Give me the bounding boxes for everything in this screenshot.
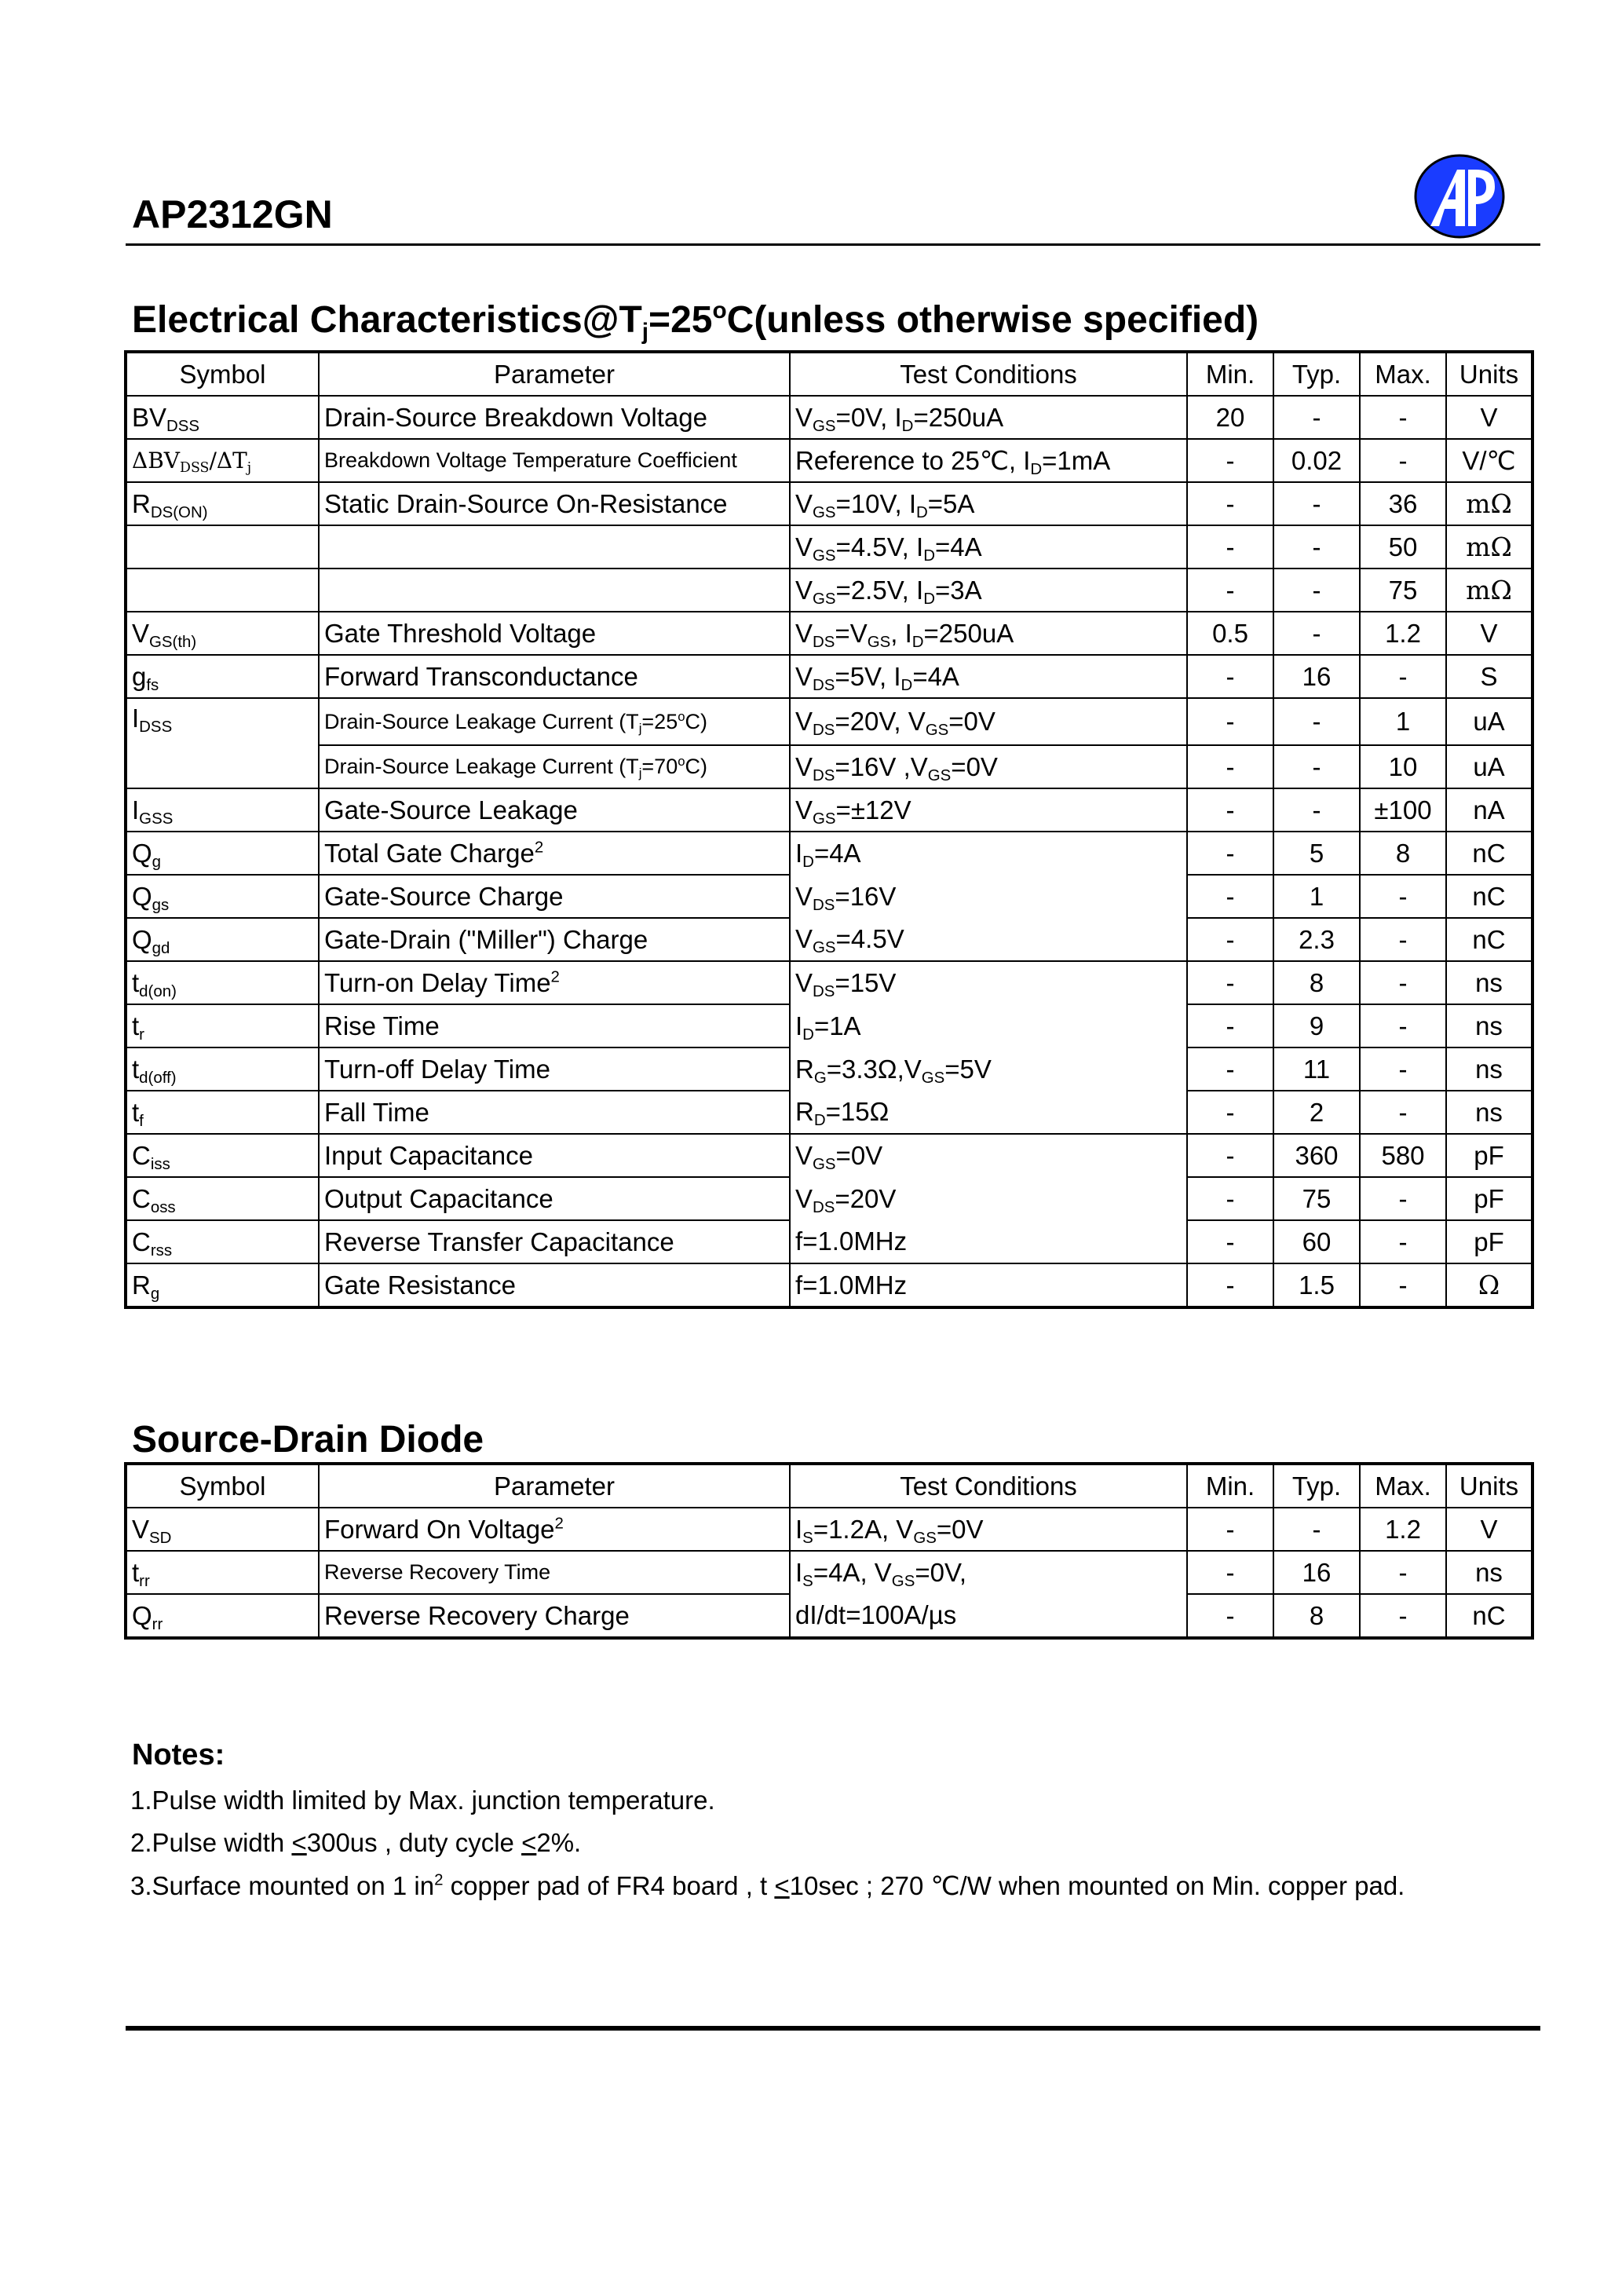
conditions-cell: $V_{GS}=0V$ — [790, 1134, 1187, 1177]
table-row — [126, 1508, 1532, 1551]
typ-cell: 0.02 — [1273, 439, 1360, 482]
units-cell: ns — [1446, 961, 1532, 1004]
symbol-cell: $V_{SD}$ — [126, 1508, 319, 1551]
symbol-cell: $t_{d(off)}$ — [126, 1047, 319, 1091]
footer-divider — [126, 2026, 1540, 2031]
symbol-cell — [126, 745, 319, 788]
conditions-cell: $V_{GS}=\pm 12V$ — [790, 788, 1187, 832]
max-cell: - — [1360, 1551, 1446, 1594]
units-cell: V — [1446, 1508, 1532, 1551]
table-row — [126, 525, 1532, 569]
parameter-cell: Gate-Source Charge — [319, 875, 790, 918]
units-cell: ns — [1446, 1004, 1532, 1047]
table-row — [126, 1091, 1532, 1134]
part-number-title: AP2312GN — [132, 192, 333, 236]
units-cell: ns — [1446, 1551, 1532, 1594]
max-cell: 580 — [1360, 1134, 1446, 1177]
typ-cell: - — [1273, 525, 1360, 569]
units-cell: nC — [1446, 832, 1532, 875]
parameter-cell: Gate-Source Leakage — [319, 788, 790, 832]
header-cell: Test Conditions — [790, 1464, 1187, 1508]
symbol-cell: $Q_g$ — [126, 832, 319, 875]
min-cell: - — [1187, 1551, 1273, 1594]
notes-title: Notes: — [132, 1738, 225, 1771]
typ-cell: 2 — [1273, 1091, 1360, 1134]
typ-cell: 11 — [1273, 1047, 1360, 1091]
table-row — [126, 1004, 1532, 1047]
symbol-cell: $R_g$ — [126, 1263, 319, 1307]
conditions-cell: $I_S=4A$, $V_{GS}=0V$, — [790, 1551, 1187, 1594]
table-row — [126, 396, 1532, 439]
typ-cell: 16 — [1273, 1551, 1360, 1594]
max-cell: - — [1360, 1091, 1446, 1134]
conditions-cell: Reference to 25℃, $I_D=1mA$ — [790, 439, 1187, 482]
parameter-cell — [319, 569, 790, 612]
symbol-cell: $C_{oss}$ — [126, 1177, 319, 1220]
min-cell: - — [1187, 655, 1273, 698]
symbol-cell — [126, 525, 319, 569]
units-cell: S — [1446, 655, 1532, 698]
parameter-cell: Gate Threshold Voltage — [319, 612, 790, 655]
table-header-row — [126, 352, 1532, 396]
typ-cell: 8 — [1273, 1594, 1360, 1638]
symbol-cell: $t_{rr}$ — [126, 1551, 319, 1594]
header-cell: Typ. — [1273, 352, 1360, 396]
table-row — [126, 961, 1532, 1004]
table-row — [126, 832, 1532, 875]
max-cell: - — [1360, 875, 1446, 918]
symbol-cell: $I_{DSS}$ — [126, 698, 319, 745]
max-cell: 75 — [1360, 569, 1446, 612]
header-cell: Test Conditions — [790, 352, 1187, 396]
parameter-cell: Input Capacitance — [319, 1134, 790, 1177]
table-row — [126, 1220, 1532, 1263]
parameter-cell: Static Drain-Source On-Resistance — [319, 482, 790, 525]
units-cell: mΩ — [1446, 569, 1532, 612]
units-cell: mΩ — [1446, 482, 1532, 525]
units-cell: nC — [1446, 1594, 1532, 1638]
symbol-cell: $t_f$ — [126, 1091, 319, 1134]
table-row — [126, 655, 1532, 698]
units-cell: ns — [1446, 1047, 1532, 1091]
parameter-cell: Reverse Recovery Charge — [319, 1594, 790, 1638]
parameter-cell: Drain-Source Leakage Current $(T_j=70^oC)$ — [319, 745, 790, 788]
table-row — [126, 1263, 1532, 1307]
max-cell: - — [1360, 1220, 1446, 1263]
typ-cell: - — [1273, 396, 1360, 439]
min-cell: - — [1187, 1134, 1273, 1177]
units-cell: pF — [1446, 1220, 1532, 1263]
units-cell: uA — [1446, 745, 1532, 788]
max-cell: - — [1360, 1177, 1446, 1220]
symbol-cell: $\Delta BV_{DSS}/\Delta T_j$ — [126, 439, 319, 482]
conditions-cell: $V_{GS}=4.5V$ — [790, 918, 1187, 961]
min-cell: - — [1187, 698, 1273, 745]
min-cell: 0.5 — [1187, 612, 1273, 655]
typ-cell: 75 — [1273, 1177, 1360, 1220]
header-cell: Symbol — [126, 1464, 319, 1508]
conditions-cell: $V_{DS}=16V$ $,V_{GS}=0V$ — [790, 745, 1187, 788]
typ-cell: - — [1273, 482, 1360, 525]
max-cell: - — [1360, 1263, 1446, 1307]
max-cell: - — [1360, 1004, 1446, 1047]
conditions-cell: $V_{GS}=0V$, $I_D=250uA$ — [790, 396, 1187, 439]
electrical-characteristics-table — [124, 350, 1534, 1309]
typ-cell: 60 — [1273, 1220, 1360, 1263]
typ-cell: - — [1273, 612, 1360, 655]
min-cell: - — [1187, 745, 1273, 788]
max-cell: ±100 — [1360, 788, 1446, 832]
typ-cell: - — [1273, 1508, 1360, 1551]
conditions-cell: $R_G=3.3\Omega,V_{GS}=5V$ — [790, 1047, 1187, 1091]
conditions-cell: f=1.0MHz — [790, 1263, 1187, 1307]
conditions-cell: $R_D=15\Omega$ — [790, 1091, 1187, 1134]
electrical-characteristics-title: Electrical $Characteristics@T_j=25^oC(unless$ otherwise specified) — [132, 298, 1259, 345]
symbol-cell — [126, 569, 319, 612]
min-cell: - — [1187, 439, 1273, 482]
min-cell: - — [1187, 1594, 1273, 1638]
header-cell: Min. — [1187, 352, 1273, 396]
header-cell: Units — [1446, 1464, 1532, 1508]
header-cell: Typ. — [1273, 1464, 1360, 1508]
table-row — [126, 482, 1532, 525]
typ-cell: - — [1273, 698, 1360, 745]
source-drain-diode-table — [124, 1462, 1534, 1640]
table-row — [126, 745, 1532, 788]
symbol-cell: $Q_{gd}$ — [126, 918, 319, 961]
note-item: 3.Surface mounted on 1 $in^2$ copper pad of FR4 board , t <10sec ; 270 ℃/W when mounted on Min. copper pad. — [130, 1870, 1405, 1900]
parameter-cell: Forward On Voltage$^2$ — [319, 1508, 790, 1551]
conditions-cell: $I_D=1A$ — [790, 1004, 1187, 1047]
symbol-cell: $t_r$ — [126, 1004, 319, 1047]
conditions-cell: $V_{DS}=15V$ — [790, 961, 1187, 1004]
table-row — [126, 1134, 1532, 1177]
max-cell: - — [1360, 655, 1446, 698]
header-cell: Parameter — [319, 1464, 790, 1508]
parameter-cell: Reverse Transfer Capacitance — [319, 1220, 790, 1263]
max-cell: - — [1360, 439, 1446, 482]
min-cell: - — [1187, 788, 1273, 832]
parameter-cell: Rise Time — [319, 1004, 790, 1047]
conditions-cell: dI/dt=100A/µs — [790, 1594, 1187, 1638]
conditions-cell: $V_{GS}=10V$, $I_D=5A$ — [790, 482, 1187, 525]
units-cell: nC — [1446, 875, 1532, 918]
parameter-cell: Breakdown Voltage Temperature Coefficient — [319, 439, 790, 482]
units-cell: uA — [1446, 698, 1532, 745]
table-row — [126, 569, 1532, 612]
max-cell: 50 — [1360, 525, 1446, 569]
units-cell: pF — [1446, 1177, 1532, 1220]
ap-circle-logo-icon — [1413, 154, 1506, 239]
min-cell: - — [1187, 832, 1273, 875]
min-cell: - — [1187, 525, 1273, 569]
parameter-cell: Total Gate Charge$^2$ — [319, 832, 790, 875]
typ-cell: - — [1273, 569, 1360, 612]
symbol-cell: $BV_{DSS}$ — [126, 396, 319, 439]
table-row — [126, 875, 1532, 918]
units-cell: pF — [1446, 1134, 1532, 1177]
typ-cell: 360 — [1273, 1134, 1360, 1177]
max-cell: 1.2 — [1360, 1508, 1446, 1551]
conditions-cell: $I_S=1.2A$, $V_{GS}=0V$ — [790, 1508, 1187, 1551]
units-cell: nC — [1446, 918, 1532, 961]
parameter-cell: Gate-Drain ("Miller") Charge — [319, 918, 790, 961]
typ-cell: 5 — [1273, 832, 1360, 875]
parameter-cell: Turn-off Delay Time — [319, 1047, 790, 1091]
table-row — [126, 788, 1532, 832]
max-cell: - — [1360, 1594, 1446, 1638]
parameter-cell — [319, 525, 790, 569]
symbol-cell: $g_{fs}$ — [126, 655, 319, 698]
table-row — [126, 1177, 1532, 1220]
typ-cell: - — [1273, 788, 1360, 832]
max-cell: 1.2 — [1360, 612, 1446, 655]
typ-cell: 1 — [1273, 875, 1360, 918]
conditions-cell: $V_{GS}=2.5V$, $I_D=3A$ — [790, 569, 1187, 612]
parameter-cell: Forward Transconductance — [319, 655, 790, 698]
source-drain-diode-title: Source-Drain Diode — [132, 1419, 484, 1461]
typ-cell: 1.5 — [1273, 1263, 1360, 1307]
units-cell: nA — [1446, 788, 1532, 832]
note-item: 1.Pulse width limited by Max. junction temperature. — [130, 1786, 715, 1815]
typ-cell: 9 — [1273, 1004, 1360, 1047]
max-cell: - — [1360, 1047, 1446, 1091]
units-cell: ns — [1446, 1091, 1532, 1134]
units-cell: mΩ — [1446, 525, 1532, 569]
conditions-cell: f=1.0MHz — [790, 1220, 1187, 1263]
header-cell: Units — [1446, 352, 1532, 396]
header-cell: Parameter — [319, 352, 790, 396]
table-row — [126, 698, 1532, 745]
max-cell: - — [1360, 396, 1446, 439]
parameter-cell: Gate Resistance — [319, 1263, 790, 1307]
min-cell: - — [1187, 1004, 1273, 1047]
min-cell: - — [1187, 1177, 1273, 1220]
symbol-cell: $V_{GS(th)}$ — [126, 612, 319, 655]
table-header-row — [126, 1464, 1532, 1508]
parameter-cell: Output Capacitance — [319, 1177, 790, 1220]
symbol-cell: $R_{DS(ON)}$ — [126, 482, 319, 525]
min-cell: - — [1187, 961, 1273, 1004]
conditions-cell: $V_{DS}=5V$, $I_D=4A$ — [790, 655, 1187, 698]
table-row — [126, 1551, 1532, 1594]
max-cell: 36 — [1360, 482, 1446, 525]
parameter-cell: Turn-on Delay Time$^2$ — [319, 961, 790, 1004]
header-cell: Max. — [1360, 352, 1446, 396]
typ-cell: 8 — [1273, 961, 1360, 1004]
conditions-cell: $V_{GS}=4.5V$, $I_D=4A$ — [790, 525, 1187, 569]
min-cell: - — [1187, 1047, 1273, 1091]
min-cell: - — [1187, 1508, 1273, 1551]
symbol-cell: $C_{rss}$ — [126, 1220, 319, 1263]
units-cell: Ω — [1446, 1263, 1532, 1307]
header-cell: Max. — [1360, 1464, 1446, 1508]
conditions-cell: $V_{DS}=20V$ — [790, 1177, 1187, 1220]
min-cell: - — [1187, 482, 1273, 525]
typ-cell: 16 — [1273, 655, 1360, 698]
max-cell: 1 — [1360, 698, 1446, 745]
conditions-cell: $I_D=4A$ — [790, 832, 1187, 875]
min-cell: - — [1187, 1091, 1273, 1134]
table-row — [126, 612, 1532, 655]
conditions-cell: $V_{DS}=16V$ — [790, 875, 1187, 918]
parameter-cell: Drain-Source Leakage Current $(T_j=25^oC)$ — [319, 698, 790, 745]
min-cell: - — [1187, 1263, 1273, 1307]
header-divider — [126, 243, 1540, 246]
units-cell: V/℃ — [1446, 439, 1532, 482]
note-item: 2.Pulse width <300us , duty cycle <2%. — [130, 1828, 582, 1857]
table-row — [126, 1594, 1532, 1638]
table-row — [126, 1047, 1532, 1091]
min-cell: 20 — [1187, 396, 1273, 439]
parameter-cell: Reverse Recovery Time — [319, 1551, 790, 1594]
units-cell: V — [1446, 612, 1532, 655]
header-cell: Symbol — [126, 352, 319, 396]
header-cell: Min. — [1187, 1464, 1273, 1508]
units-cell: V — [1446, 396, 1532, 439]
symbol-cell: $C_{iss}$ — [126, 1134, 319, 1177]
max-cell: 8 — [1360, 832, 1446, 875]
max-cell: 10 — [1360, 745, 1446, 788]
parameter-cell: Drain-Source Breakdown Voltage — [319, 396, 790, 439]
min-cell: - — [1187, 1220, 1273, 1263]
typ-cell: 2.3 — [1273, 918, 1360, 961]
max-cell: - — [1360, 961, 1446, 1004]
symbol-cell: $t_{d(on)}$ — [126, 961, 319, 1004]
conditions-cell: $V_{DS}=V_{GS}$, $I_D=250uA$ — [790, 612, 1187, 655]
symbol-cell: $Q_{gs}$ — [126, 875, 319, 918]
table-row — [126, 439, 1532, 482]
conditions-cell: $V_{DS}=20V$, $V_{GS}=0V$ — [790, 698, 1187, 745]
typ-cell: - — [1273, 745, 1360, 788]
max-cell: - — [1360, 918, 1446, 961]
symbol-cell: $I_{GSS}$ — [126, 788, 319, 832]
table-row — [126, 918, 1532, 961]
min-cell: - — [1187, 918, 1273, 961]
parameter-cell: Fall Time — [319, 1091, 790, 1134]
min-cell: - — [1187, 875, 1273, 918]
symbol-cell: $Q_{rr}$ — [126, 1594, 319, 1638]
min-cell: - — [1187, 569, 1273, 612]
